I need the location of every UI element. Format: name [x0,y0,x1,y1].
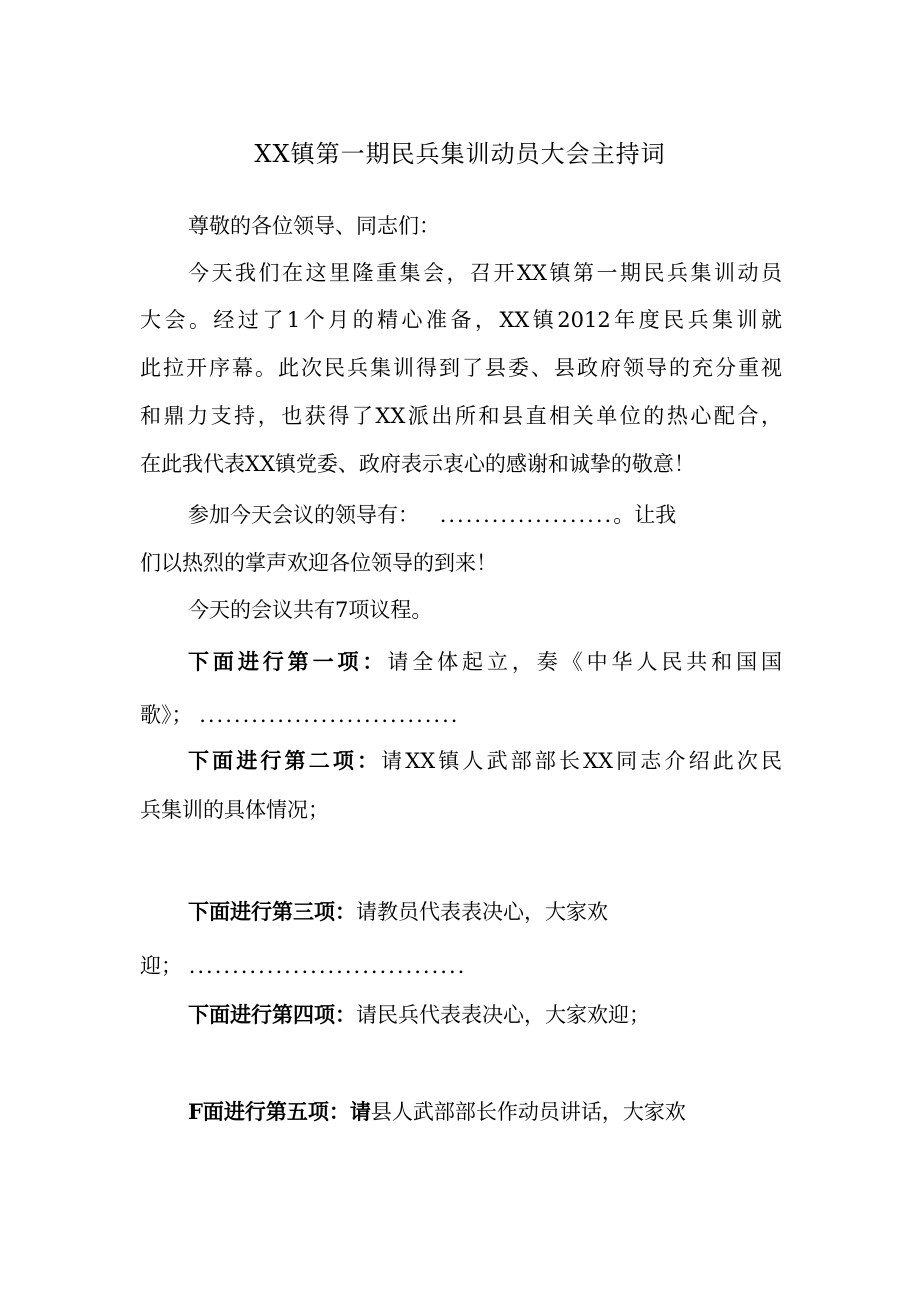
document-title: XX镇第一期民兵集训动员大会主持词 [254,140,666,168]
item-4-line-1 [188,1000,650,1030]
item-3-lead: 下面进行第三项： [188,899,356,924]
leaders-label: 参加今天会议的领导有： [188,503,419,527]
paragraph-2-line-2: 们以热烈的掌声欢迎各位领导的到来！ [140,551,497,575]
item-1-line-2 [140,700,459,730]
greeting: 尊敬的各位领导、同志们： [188,214,440,238]
paragraph-1-line-1: 今天我们在这里隆重集会，召开XX镇第一期民兵集训动员 [188,261,782,285]
agenda-count: 今天的会议共有7项议程。 [188,598,433,622]
item-2-text: 请XX镇人武部部长XX同志介绍此次民 [381,749,782,773]
paragraph-1-line-2: 大会。经过了1个月的精心准备，XX镇2012年度民兵集训就 [140,308,782,332]
item-5-text: 县人武部部长作动员讲话，大家欢 [370,1100,686,1124]
item-3-line-1 [188,897,608,927]
item-3-line-2 [140,951,466,981]
item-5-lead-2: 请 [349,1099,371,1124]
item-5-line-1 [188,1097,686,1127]
item-1-lead: 下面进行第一项： [188,649,388,674]
item-1-dots: .............................. [199,703,460,727]
item-1-text: 请全体起立，奏《中华人民共和国国 [387,650,783,674]
item-5-lead: F面进行第五项： [188,1099,350,1124]
item-4-lead: 下面进行第四项： [188,1002,356,1027]
item-2-lead: 下面进行第二项： [188,748,382,773]
item-2-line-2: 兵集训的具体情况； [140,798,329,822]
item-1-line-1 [188,647,782,677]
item-2-line-1 [188,746,782,776]
item-3-dots: ................................ [188,954,467,978]
item-1-cont: 歌》； [140,703,193,727]
item-3-text: 请教员代表表决心，大家欢 [356,900,608,924]
item-4-text: 请民兵代表表决心，大家欢迎； [356,1003,650,1027]
paragraph-2-line-1 [188,500,676,530]
paragraph-1-line-4: 和鼎力支持，也获得了XX派出所和县直相关单位的热心配合， [140,404,782,428]
leaders-dots: .................... [439,503,614,527]
paragraph-1-line-5: 在此我代表XX镇党委、政府表示衷心的感谢和诚挚的敬意！ [140,452,695,476]
paragraph-1-line-3: 此拉开序幕。此次民兵集训得到了县委、县政府领导的充分重视 [140,356,782,380]
leaders-tail: 。让我 [613,503,677,527]
item-3-cont: 迎； [140,954,182,978]
